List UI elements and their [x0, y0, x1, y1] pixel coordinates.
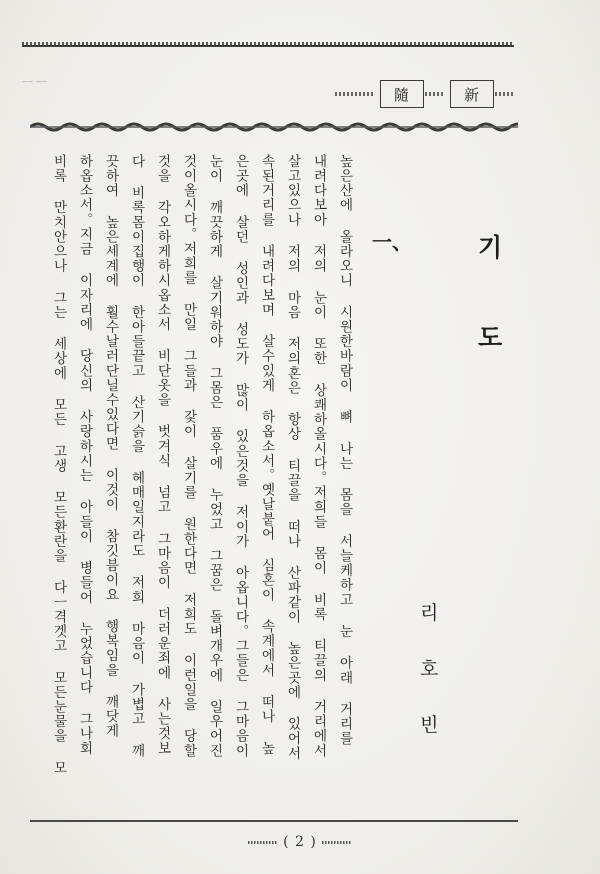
text-column: 비록 만치안으나 그는 세상에 모든 고생 모든환란을 다ㅡ격겟고 모든눈물을 모 [50, 154, 67, 776]
dotted-leader [425, 92, 445, 96]
dotted-leader [335, 92, 375, 96]
dotted-leader [248, 841, 278, 844]
dotted-leader [322, 841, 352, 844]
dotted-leader [495, 92, 515, 96]
text-column: 하옵소서。지금 이자리에 당신의 사랑하시는 아들이 병들어 누었습니다 그나회 [76, 154, 93, 756]
text-column: 살고있으나 저의 마음 저의혼은 항상 티끌을 떠나 산파같이 높은곳에 있어서 [284, 154, 301, 761]
paren-close: ) [304, 834, 317, 850]
section-number: 一、 [372, 230, 412, 254]
text-column: 끗하여 높은세계에 훨수날러단닐수있다면 이것이 참깃븜이요 행복임을 깨닷게 [102, 154, 119, 739]
text-column: 높은산에 올라오니 시원한바람이 뼈 나는 몸을 서늘케하고 눈 아래 거리를 [336, 154, 353, 746]
title-char-1: 기 [478, 233, 503, 262]
text-column: 속된거리를 내려다보며 살수있게 하옵소서。옛날붙어 심혼이 속계에서 떠나 높 [258, 154, 275, 756]
author-char-3: 빈 [420, 714, 439, 736]
page-number: 2 [295, 834, 305, 850]
page-number-footer [0, 834, 600, 850]
top-rule-line [22, 45, 514, 47]
corner-mark: ㅡ ㅡ [22, 76, 47, 89]
bottom-rule [30, 820, 518, 822]
author-char-1: 리 [420, 602, 439, 624]
paren-open: ( [283, 834, 296, 850]
text-column: 다 비록몸이집행이 한아들끝고 산기슭을 헤매일지라도 저희 마음이 가볍고 깨 [128, 154, 145, 758]
header-tag-right: 新 [450, 80, 494, 108]
author-char-2: 호 [420, 658, 439, 680]
text-column: 것이올시다。저희를 만일 그들과 갗이 살기를 원한다면 저희도 이런일을 당할 [180, 154, 197, 758]
text-column: 눈이 깨끗하게 살기워하야 그몸은 품우에 누었고 그꿈은 돌벼개우에 일우어진 [206, 154, 223, 758]
title-char-2: 도 [478, 323, 503, 352]
wavy-divider [30, 120, 518, 134]
section-header-band [335, 80, 517, 108]
text-column: 내려다보아 저의 눈이 또한 상쾌하올시다。저희들 몸이 비록 티끌의 거리에서 [310, 154, 327, 758]
text-column: 은곳에 살던 성인과 성도가 많이 있은것을 저이가 아옵니다。그들은 그마음이 [232, 154, 249, 758]
text-column: 것을 각오하게하시옵소서 비단옷을 벗겨식 넘고 그마음이 더러운죄에 사는것보 [154, 154, 171, 756]
header-tag-left: 隨 [380, 80, 424, 108]
